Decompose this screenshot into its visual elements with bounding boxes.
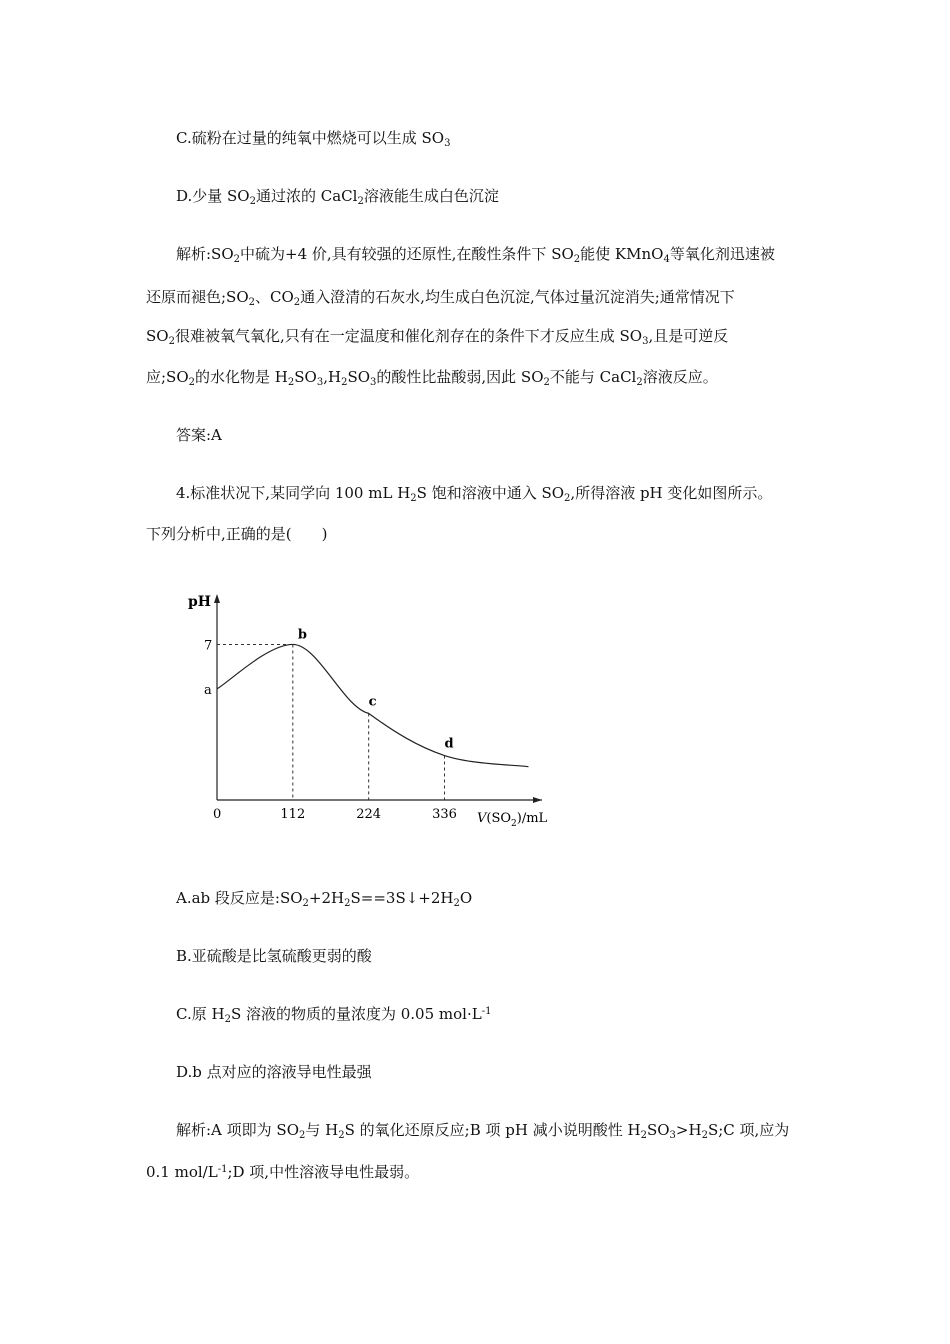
q4-analysis-line-1: 解析:A 项即为 $SO_2$与 $H_2S$ 的氧化还原反应;B 项 pH 减小说明酸性 $H_2SO_3>H_2S;C$ 项,应为 [176,1121,790,1141]
q4-option-d: D.b 点对应的溶液导电性最强 [176,1063,372,1081]
q4-option-a: A.ab 段反应是$:SO_2+2H_2S==3S↓+2H_2O$ [176,889,473,909]
origin-label: 0 [213,807,222,822]
y-tick-label-0: 7 [204,638,213,654]
ph-chart [180,588,560,832]
point-label-d: d [444,736,454,752]
x-axis-label-so: (SO [486,811,512,826]
x-tick-label-2: 336 [432,807,457,822]
x-tick-label-0: 112 [280,807,306,822]
chart-dashed-guides [217,644,445,800]
x-axis-label-sub: 2 [511,819,517,829]
chart-labels [188,594,548,829]
point-label-c: c [368,694,377,710]
y-tick-label-1: a [204,682,212,698]
x-axis-label-unit: )/mL [516,811,548,826]
x-axis-label-v: V [477,811,487,826]
x-tick-label-1: 224 [356,807,382,822]
chart-axes [214,594,542,803]
point-label-b: b [297,627,307,643]
y-axis-arrow [214,594,220,603]
analysis-line-4: 应$;SO_2$的水化物是 $H_2SO_3,H_2SO_3$的酸性比盐酸弱,因此 $SO_2$不能与 CaCl$_2$溶液反应。 [146,368,718,388]
option-d: D.少量 $SO_2$通过浓的 CaCl$_2$溶液能生成白色沉淀 [176,187,499,207]
analysis-line-2: 还原而褪色$;SO_2$、$CO_2$通入澄清的石灰水,均生成白色沉淀,气体过量沉淀消失;通常情况下 [146,288,735,308]
answer: 答案:A [176,426,222,444]
question-4-stem-line-2: 下列分析中,正确的是( ) [146,525,328,543]
q4-analysis-line-2: 0.1 mol/$L^{-1};D$ 项,中性溶液导电性最弱。 [146,1163,420,1181]
q4-option-c: C.原 $H_2S$ 溶液的物质的量浓度为 0.05 $mol\cdot L^{-1}$ [176,1005,492,1025]
option-c: C.硫粉在过量的纯氧中燃烧可以生成 $SO_3$ [176,129,451,149]
analysis-line-1: 解析$:SO_2$中硫为+4 价,具有较强的还原性,在酸性条件下 $SO_2$能使 KMnO$_4$等氧化剂迅速被 [176,245,775,265]
y-axis-label: pH [188,594,212,610]
x-axis-label [477,811,548,829]
x-axis-arrow [533,797,542,803]
question-4-stem-line-1: 4.标准状况下,某同学向 100 mL $H_2S$ 饱和溶液中通入 $SO_2$,所得溶液 pH 变化如图所示。 [176,484,773,504]
analysis-line-3: $SO_2$很难被氧气氧化,只有在一定温度和催化剂存在的条件下才反应生成 $SO_3$,且是可逆反 [146,327,729,347]
q4-option-b: B.亚硫酸是比氢硫酸更弱的酸 [176,947,372,965]
